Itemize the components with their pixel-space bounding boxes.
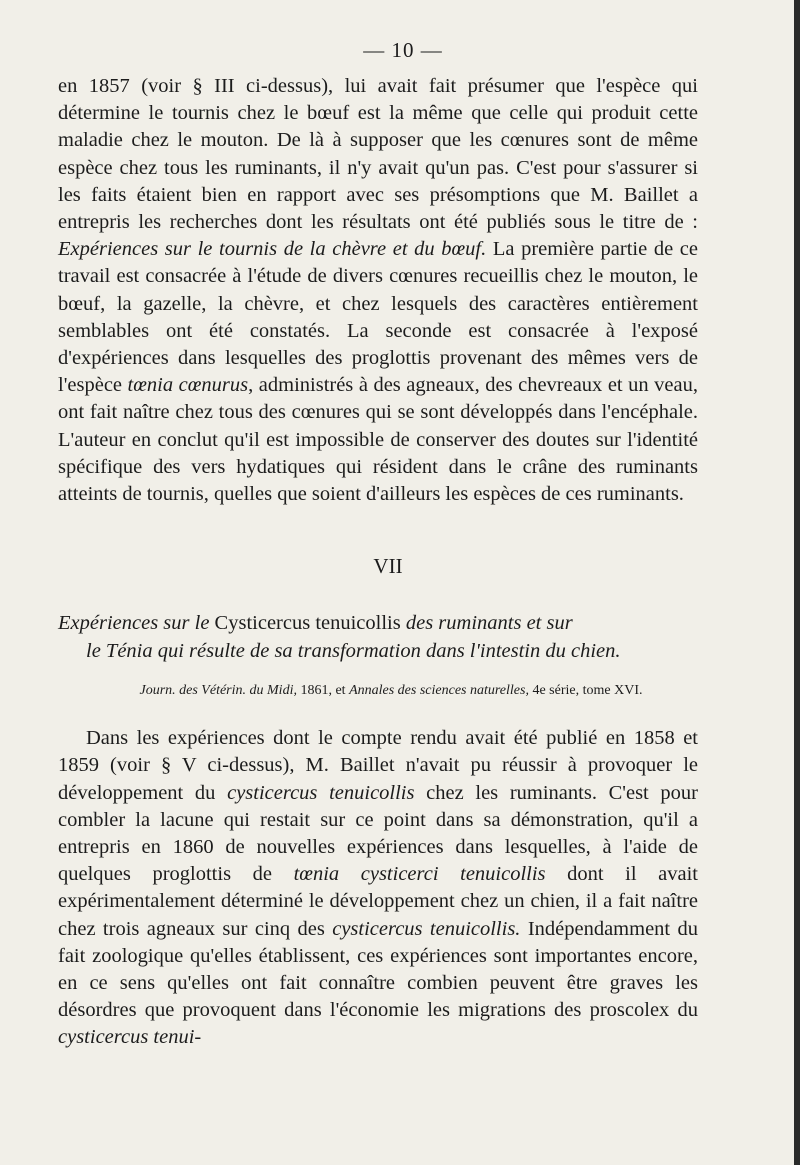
page-number: — 10 — — [363, 38, 443, 62]
reference-text: 1861, et — [296, 683, 350, 699]
text-run: Indépendamment du fait zoologique qu'elles établissent, ces expériences sont importantes encore, en ce sens qu'elles ont fait connaître combien peuvent être graves les désordres que provoquent dans l'économie les migrations des proscolex du — [58, 917, 698, 1022]
text-run: La première partie de ce travail est consacrée à l'étude de divers cœnures recueillis chez le mouton, le bœuf, la gazelle, la chèvre, et chez lesquels des caractères entièrement semblables ont été constatés. La seconde est consacrée à l'exposé d'expériences dans lesquelles des proglottis provenant des mêmes vers de l'espèce — [58, 238, 698, 397]
italic-term: tœnia cœnurus — [127, 374, 249, 397]
text-run: Dans les expériences dont le compte rendu avait été publié en 1858 et 1859 (voir § V ci-dessus), M. Baillet n'avait pu réussir à provoquer le développement du — [58, 727, 698, 804]
reference-line — [58, 683, 698, 699]
text-run: , administrés à des agneaux, des chevreaux et un veau, ont fait naître chez tous des cœnures qui se sont développés dans l'encéphale. L'auteur en conclut qu'il est impossible de conserver des doutes sur l'identité spécifique des vers hydatiques qui résident dans le crâne des ruminants atteints de tournis, quelles que soient d'ailleurs les espèces de ces ruminants. — [58, 374, 699, 506]
italic-term: cysticercus tenuicollis — [227, 781, 415, 804]
italic-term: cysticercus tenuicollis. — [332, 917, 521, 940]
paragraph-1 — [58, 73, 698, 508]
text-run: chez les ruminants. C'est pour combler la lacune qui restait sur ce point dans sa démonstration, qu'il a entrepris en 1860 de nouvelles expériences dans lesquelles, à l'aide de quelques proglottis de — [58, 781, 699, 886]
page-edge — [794, 0, 800, 1165]
italic-term: tœnia cysticerci tenuicollis — [293, 863, 546, 886]
section-title-roman: Cysticercus tenuicollis — [209, 612, 406, 635]
section-title — [58, 609, 698, 665]
reference-journal: Journ. des Vétérin. du Midi, — [139, 683, 297, 699]
section-title-italic: Expériences sur le — [58, 612, 210, 635]
text-run: dont il avait expérimentalement déterminé le développement chez un chien, il a fait naître chez trois agneaux sur cinq des — [58, 863, 698, 940]
italic-title: Expériences sur le tournis de la chèvre et du bœuf. — [58, 238, 487, 261]
section-title-line2: le Ténia qui résulte de sa transformation dans l'intestin du chien. — [86, 640, 621, 663]
section-title-italic: des ruminants et sur — [405, 612, 573, 635]
document-page — [58, 38, 698, 1052]
italic-term: cysticercus tenui- — [58, 1026, 202, 1049]
section-number: VII — [373, 554, 403, 579]
reference-text: 4e série, tome XVI. — [528, 683, 643, 699]
paragraph-2 — [58, 725, 698, 1051]
reference-journal: Annales des sciences naturelles, — [349, 683, 529, 699]
text-run: en 1857 (voir § III ci-dessus), lui avait fait présumer que l'espèce qui détermine le tournis chez le bœuf est la même que celle qui produit cette maladie chez le mouton. De là à supposer que les cœnures sont de même espèce chez tous les ruminants, il n'y avait qu'un pas. C'est pour s'assurer si les faits étaient bien en rapport avec ses présomptions que M. Baillet a entrepris les recherches dont les résultats ont été publiés sous le titre de : — [58, 75, 698, 234]
